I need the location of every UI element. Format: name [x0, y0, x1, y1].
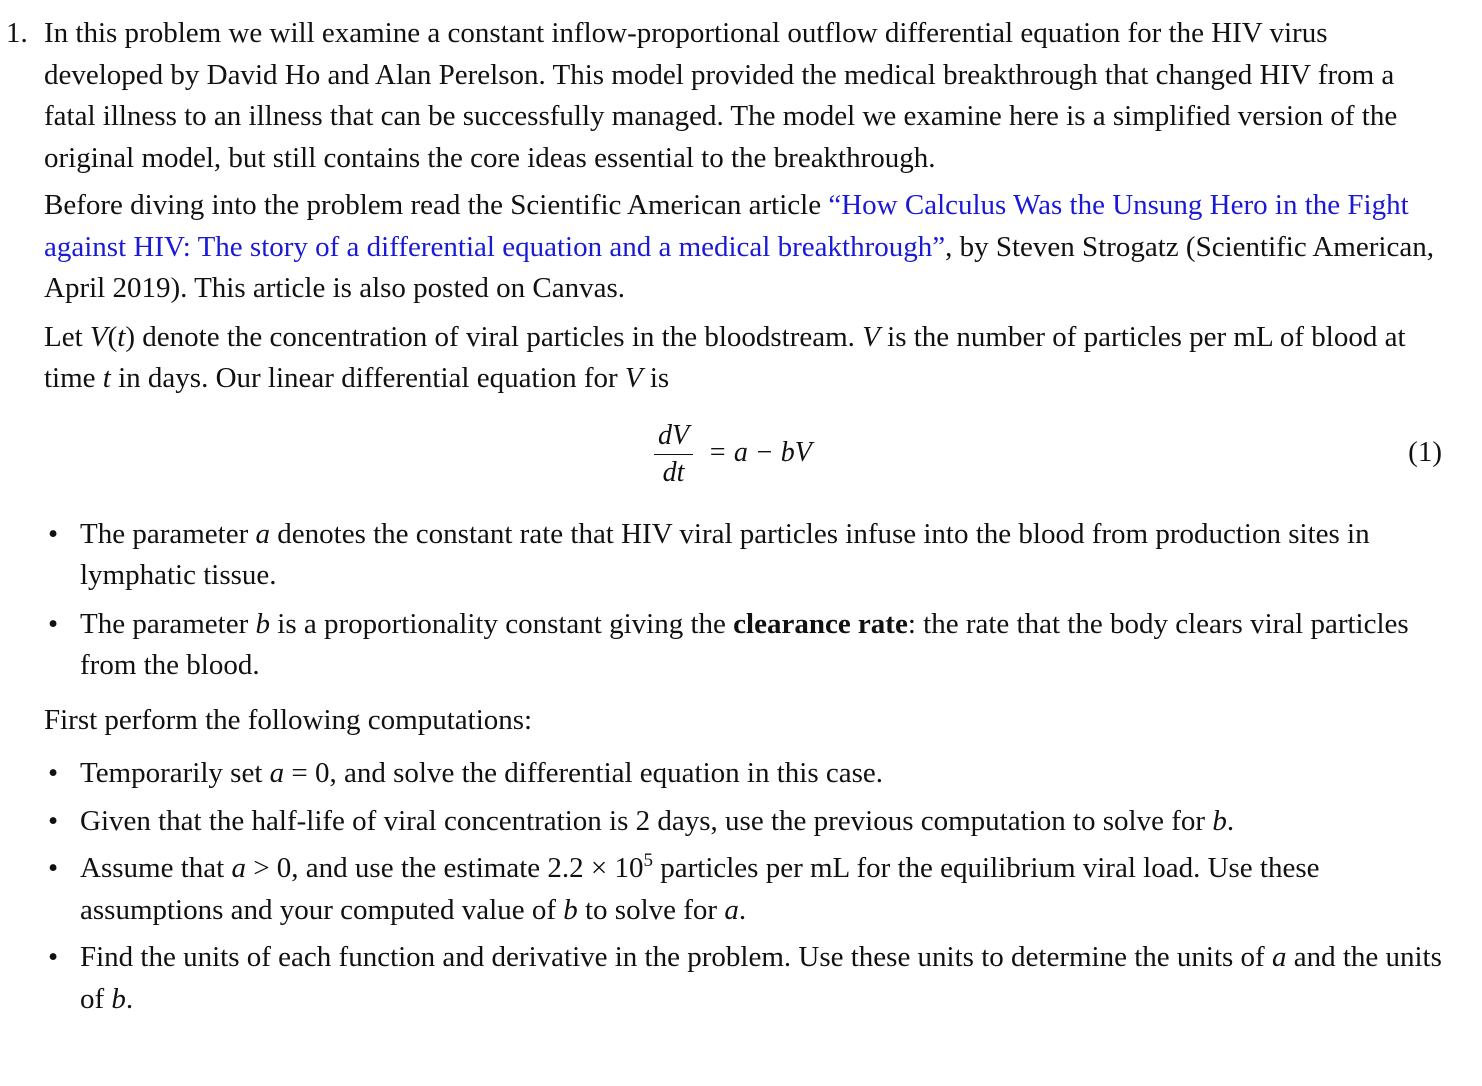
- list-item: [0, 848, 1444, 931]
- setup-paragraph: [44, 317, 1444, 400]
- intro-paragraph: In this problem we will examine a constant inflow-proportional outflow differential equation for the HIV virus developed by David Ho and Alan Perelson. This model provided the medical breakthrough that changed HIV from a fatal illness to an illness that can be successfully managed. The model we examine here is a simplified version of the original model, but still contains the core ideas essential to the breakthrough.: [44, 17, 1398, 174]
- parameter-list: [0, 514, 1444, 687]
- bullet-icon: •: [48, 517, 59, 550]
- variable-a: a: [269, 757, 285, 789]
- setup-text: Let: [44, 320, 90, 353]
- bullet-icon: •: [48, 941, 59, 973]
- article-link[interactable]: “How Calculus Was the Unsung Hero in the Fight against HIV: The story of a differential equation and a medical breakthrough”: [44, 189, 1409, 263]
- bullet-icon: •: [48, 607, 59, 640]
- variable-b: b: [563, 893, 578, 926]
- setup-text: is the number of particles per mL of blood at time: [44, 320, 1406, 394]
- variable-t: t: [117, 320, 126, 353]
- reading-before: Before diving into the problem read the Scientific American article: [44, 189, 829, 221]
- variable-V: V: [624, 362, 643, 394]
- item-text: Find the units of each function and derivative in the problem. Use these units to determine the units of: [80, 941, 1272, 973]
- item-text: > 0, and use the estimate 2.2 × 10: [245, 852, 644, 884]
- item-text: .: [738, 893, 747, 926]
- variable-b: b: [255, 607, 271, 640]
- problem-number: 1.: [6, 17, 28, 49]
- item-text: .: [125, 982, 134, 1015]
- list-item: [0, 514, 1444, 597]
- bullet-icon: •: [48, 804, 59, 837]
- reading-after: , by Steven Strogatz (Scientific American, April 2019). This article is also posted on Canvas.: [44, 230, 1434, 304]
- variable-V: V: [89, 320, 108, 353]
- problem-content: [44, 13, 1444, 1026]
- equation-rhs: [708, 432, 812, 474]
- derivative-fraction: [654, 420, 693, 489]
- item-text: to solve for: [577, 893, 725, 926]
- variable-a: a: [724, 893, 739, 926]
- list-item: [0, 801, 1444, 843]
- computations-intro: First perform the following computations:: [44, 703, 533, 736]
- list-item: [0, 753, 1444, 795]
- item-text: Temporarily set: [80, 757, 270, 789]
- list-item: [0, 937, 1444, 1020]
- item-text: The parameter: [80, 517, 256, 550]
- item-text: Assume that: [80, 852, 232, 884]
- variable-t: t: [102, 362, 111, 394]
- item-text: Given that the half-life of viral concentration is 2 days, use the previous computation to solve for: [80, 804, 1213, 837]
- setup-text: is: [642, 362, 670, 394]
- bullet-icon: •: [48, 852, 59, 884]
- equation-rhs-text: = a − bV: [708, 436, 812, 468]
- variable-b: b: [111, 982, 126, 1015]
- variable-V: V: [862, 320, 880, 353]
- item-text: and the units of: [80, 941, 1442, 1015]
- exponent: 5: [643, 850, 653, 871]
- item-text: = 0, and solve the differential equation in this case.: [284, 757, 884, 789]
- fraction-numerator: dV: [654, 420, 693, 455]
- reading-paragraph: [44, 185, 1444, 310]
- setup-text: (: [107, 320, 118, 353]
- equation-number: (1): [1408, 435, 1442, 468]
- computation-list: [0, 753, 1444, 1020]
- clearance-rate-term: clearance rate: [733, 607, 908, 640]
- fraction-denominator: dt: [662, 456, 685, 488]
- item-text: particles per mL for the equilibrium viral load. Use these assumptions and your computed value of: [80, 852, 1320, 926]
- variable-a: a: [255, 517, 271, 550]
- bullet-icon: •: [48, 757, 59, 789]
- item-text: is a proportionality constant giving the: [270, 607, 734, 640]
- setup-text: ) denote the concentration of viral particles in the bloodstream.: [125, 320, 863, 353]
- setup-text: in days. Our linear differential equation for: [110, 362, 625, 394]
- list-item: [0, 604, 1444, 687]
- variable-a: a: [1271, 941, 1287, 973]
- differential-equation: [44, 406, 1444, 514]
- item-text: denotes the constant rate that HIV viral particles infuse into the blood from production sites in lymphatic tissue.: [80, 517, 1370, 591]
- item-text: .: [1226, 804, 1235, 837]
- variable-b: b: [1212, 804, 1227, 837]
- item-text: : the rate that the body clears viral particles from the blood.: [80, 607, 1409, 681]
- item-text: The parameter: [80, 607, 256, 640]
- variable-a: a: [231, 852, 246, 884]
